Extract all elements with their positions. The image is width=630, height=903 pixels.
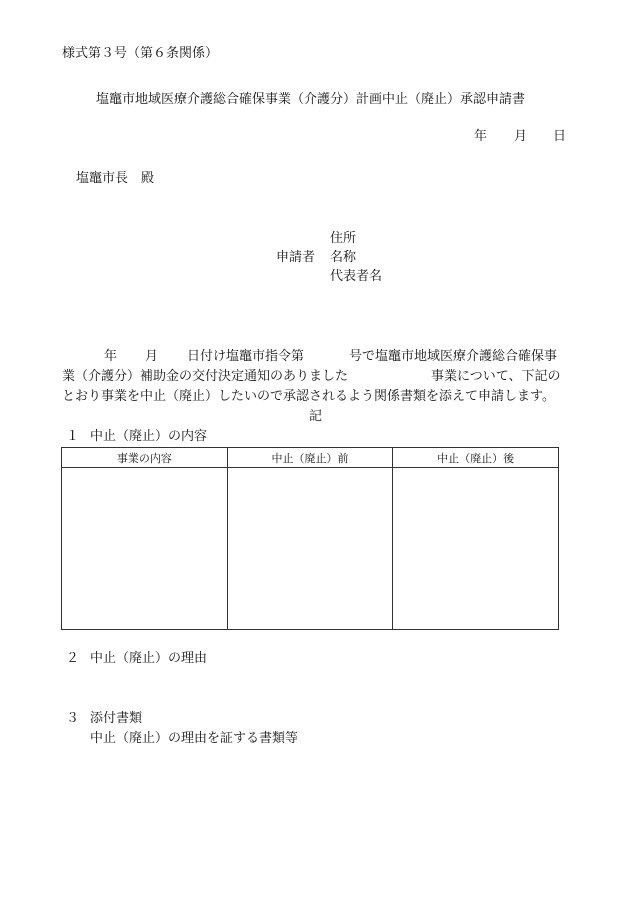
- section-3-title: 添付書類: [90, 711, 143, 726]
- date-month-label: 月: [514, 129, 528, 144]
- section-2-title: 中止（廃止）の理由: [90, 651, 208, 666]
- cell-business-content[interactable]: [62, 468, 228, 630]
- cell-before[interactable]: [227, 468, 393, 630]
- table-row: [62, 468, 559, 630]
- body-month: 月: [145, 349, 159, 364]
- applicant-label: 申請者: [276, 250, 316, 265]
- applicant-name-label: 名称: [330, 250, 357, 265]
- body-line2-start: 業（介護分）補助金の交付決定通知のありました: [62, 369, 349, 384]
- body-line2-end: 事業について、下記の: [431, 369, 561, 384]
- content-table: [61, 447, 559, 630]
- section-2-number: ２: [66, 651, 80, 666]
- cell-after[interactable]: [393, 468, 559, 630]
- body-year: 年: [104, 349, 118, 364]
- section-3-number: ３: [66, 711, 80, 726]
- body-number-part: 号で塩竈市地域医療介護総合確保事: [349, 349, 558, 364]
- ki-mark: 記: [309, 409, 323, 424]
- date-year-label: 年: [474, 129, 488, 144]
- section-1-title: 中止（廃止）の内容: [90, 429, 208, 444]
- applicant-representative-label: 代表者名: [330, 269, 383, 284]
- table-header-row: [62, 448, 559, 468]
- addressee: 塩竈市長 殿: [76, 171, 155, 186]
- header-before: 中止（廃止）前: [227, 448, 393, 468]
- body-line-3: とおり事業を中止（廃止）したいので承認されるよう関係書類を添えて申請します。: [62, 389, 555, 404]
- document-title: 塩竈市地域医療介護総合確保事業（介護分）計画中止（廃止）承認申請書: [96, 92, 526, 107]
- form-number: 様式第３号（第６条関係）: [62, 46, 219, 61]
- header-after: 中止（廃止）後: [393, 448, 559, 468]
- section-1-number: １: [66, 429, 80, 444]
- section-3-item: 中止（廃止）の理由を証する書類等: [90, 731, 299, 746]
- applicant-address-label: 住所: [330, 231, 357, 246]
- body-day-part: 日付け塩竈市指令第: [187, 349, 305, 364]
- header-business-content: 事業の内容: [62, 448, 228, 468]
- date-day-label: 日: [553, 129, 567, 144]
